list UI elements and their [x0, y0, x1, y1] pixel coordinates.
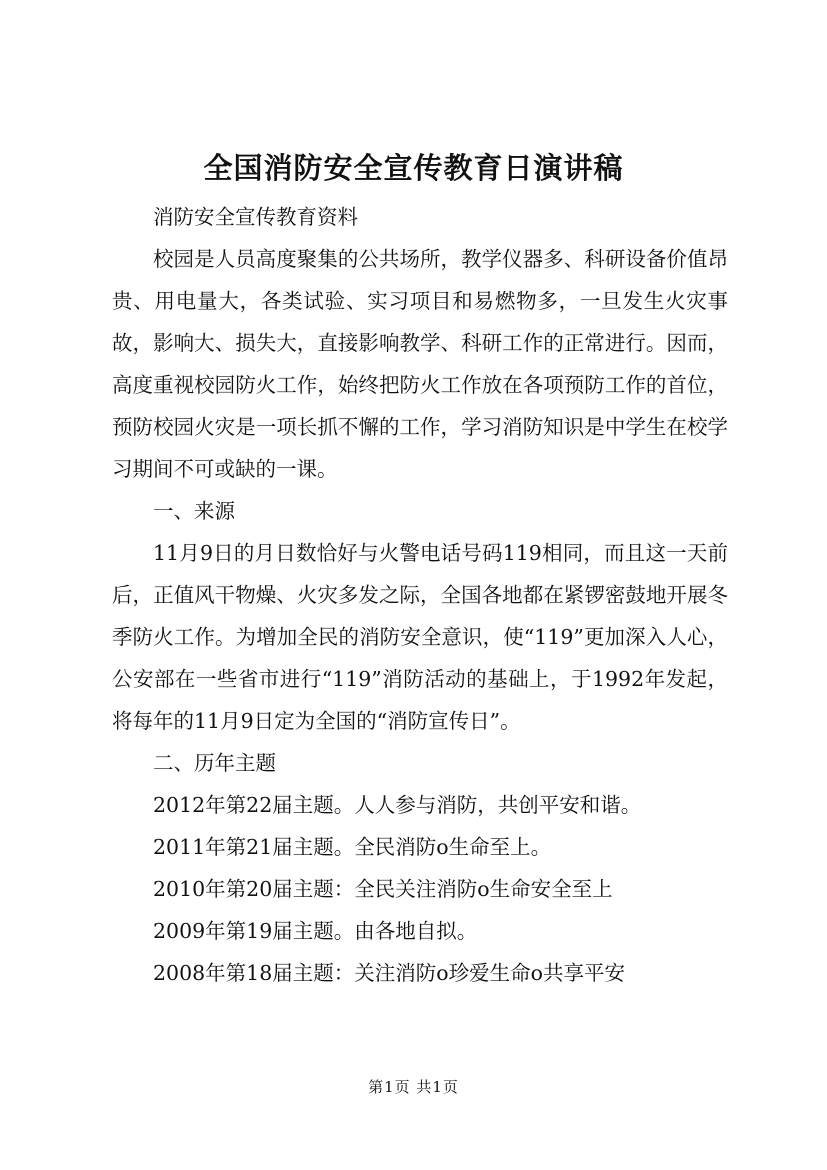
- theme-item: 2009年第19届主题。由各地自拟。: [153, 919, 478, 943]
- theme-item: 2008年第18届主题：关注消防o珍爱生命o共享平安: [153, 961, 625, 985]
- theme-item: 2010年第20届主题：全民关注消防o生命安全至上: [153, 877, 613, 901]
- theme-item: 2012年第22届主题。人人参与消防，共创平安和谐。: [153, 793, 642, 817]
- section-heading-themes: 二、历年主题: [153, 751, 276, 775]
- document-subtitle: 消防安全宣传教育资料: [153, 205, 358, 229]
- intro-paragraph: 校园是人员高度聚集的公共场所，教学仪器多、科研设备价值昂贵、用电量大，各类试验、实习项目和易燃物多，一旦发生火灾事故，影响大、损失大，直接影响教学、科研工作的正常进行。因而，高度重视校园防火工作，始终把防火工作放在各项预防工作的首位，预防校园火灾是一项长抓不懈的工作，学习消防知识是中学生在校学习期间不可或缺的一课。: [112, 247, 728, 481]
- origin-paragraph: 11月9日的月日数恰好与火警电话号码119相同，而且这一天前后，正值风干物燥、火灾多发之际，全国各地都在紧锣密鼓地开展冬季防火工作。为增加全民的消防安全意识，使“119”更加深入人心，公安部在一些省市进行“119”消防活动的基础上，于1992年发起，将每年的11月9日定为全国的“消防宣传日”。: [112, 541, 728, 733]
- page-number-footer: 第1页 共1页: [368, 1078, 459, 1096]
- document-body: [112, 196, 728, 994]
- document-title: 全国消防安全宣传教育日演讲稿: [203, 151, 624, 185]
- section-heading-origin: 一、来源: [153, 499, 235, 523]
- theme-item: 2011年第21届主题。全民消防o生命至上。: [153, 835, 552, 859]
